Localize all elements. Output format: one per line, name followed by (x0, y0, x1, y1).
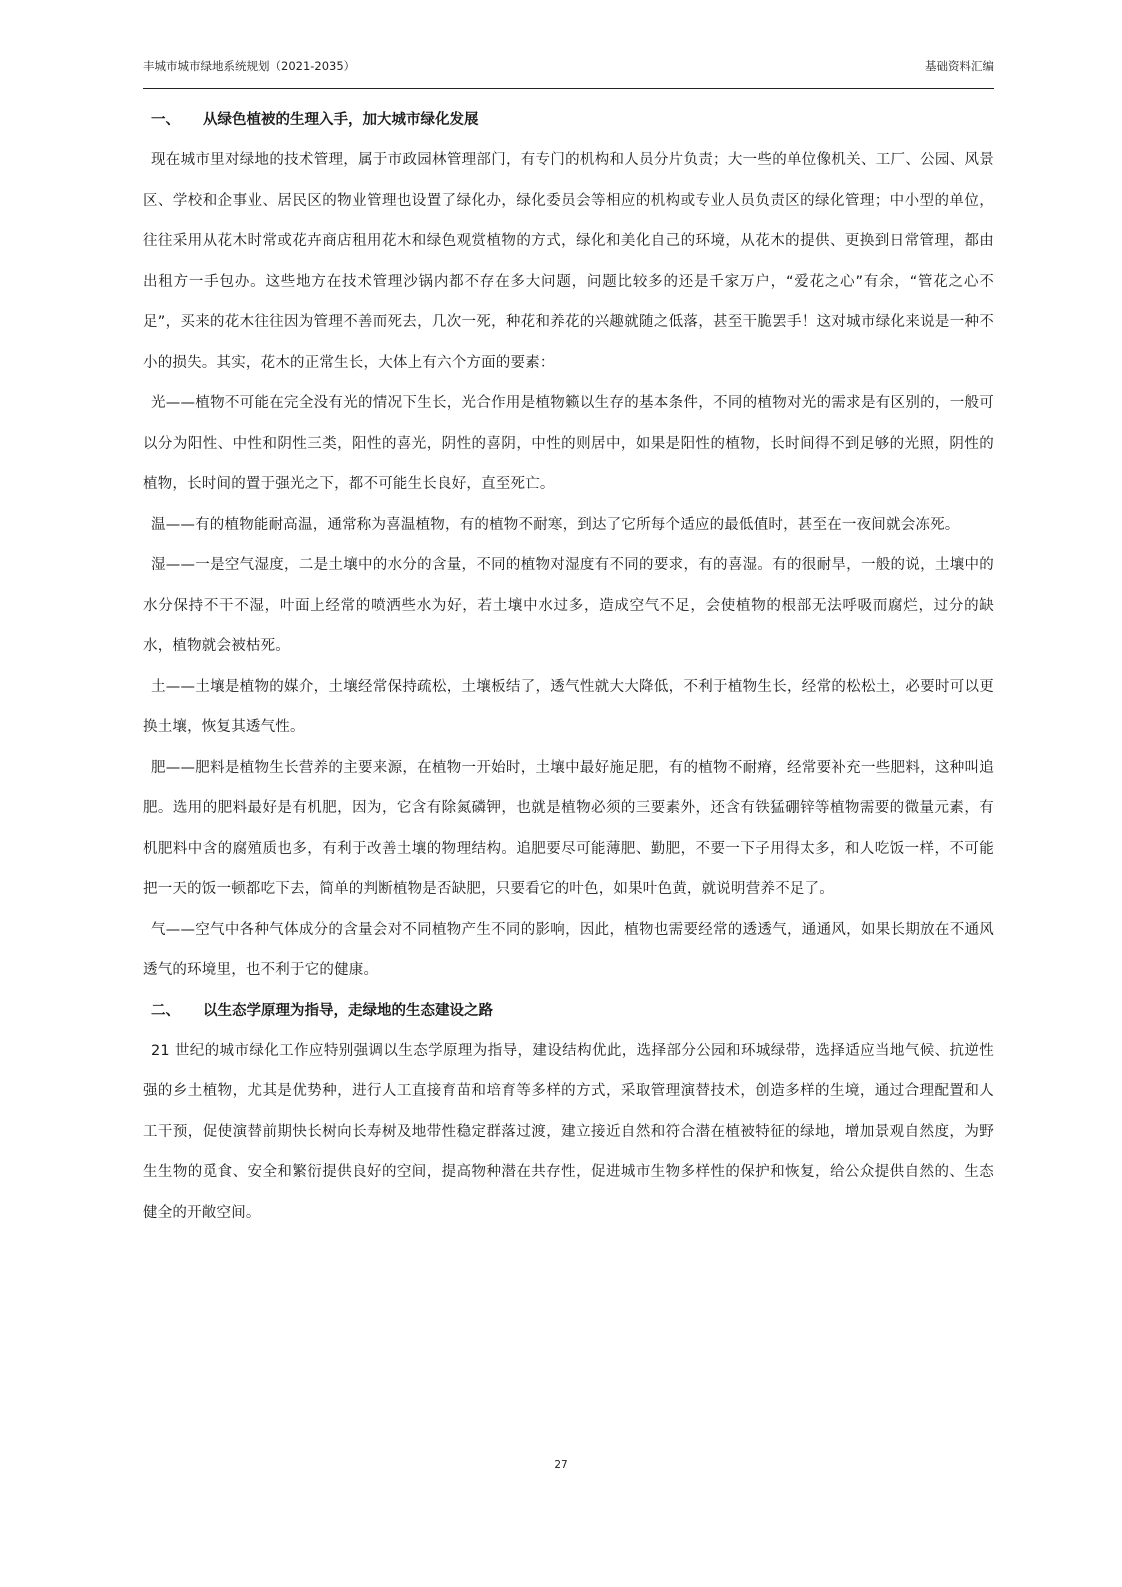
section-heading-2 (143, 991, 994, 1031)
paragraph: 肥——肥料是植物生长营养的主要来源，在植物一开始时，土壤中最好施足肥，有的植物不耐瘠，经常要补充一些肥料，这种叫追肥。选用的肥料最好是有机肥，因为，它含有除氮磷钾，也就是植物必须的三要素外，还含有铁猛硼锌等植物需要的微量元素，有机肥料中含的腐殖质也多，有利于改善土壤的物理结构。追肥要尽可能薄肥、勤肥，不要一下子用得太多，和人吃饭一样，不可能把一天的饭一顿都吃下去，简单的判断植物是否缺肥，只要看它的叶色，如果叶色黄，就说明营养不足了。 (143, 759, 994, 897)
paragraph: 土——土壤是植物的媒介，土壤经常保持疏松，土壤板结了，透气性就大大降低，不利于植物生长，经常的松松土，必要时可以更换土壤，恢复其透气性。 (143, 678, 994, 735)
section-number: 一、 (151, 112, 180, 128)
page-number: 27 (554, 1459, 568, 1471)
paragraph: 光——植物不可能在完全没有光的情况下生长，光合作用是植物籁以生存的基本条件，不同的植物对光的需求是有区别的，一般可以分为阳性、中性和阴性三类，阳性的喜光，阴性的喜阴，中性的则居中，如果是阳性的植物，长时间得不到足够的光照，阴性的植物，长时间的置于强光之下，都不可能生长良好，直至死亡。 (143, 395, 994, 492)
section-title: 从绿色植被的生理入手，加大城市绿化发展 (203, 112, 479, 128)
paragraph: 现在城市里对绿地的技术管理，属于市政园林管理部门，有专门的机构和人员分片负责；大一些的单位像机关、工厂、公园、风景区、学校和企事业、居民区的物业管理也设置了绿化办，绿化委员会等相应的机构或专业人员负责区的绿化管理；中小型的单位，往往采用从花木时常或花卉商店租用花木和绿色观赏植物的方式，绿化和美化自己的环境，从花木的提供、更换到日常管理，都由出租方一手包办。这些地方在技术管理沙锅内都不存在多大问题，问题比较多的还是千家万户，“爱花之心”有余，“管花之心不足”，买来的花木往往因为管理不善而死去，几次一死，种花和养花的兴趣就随之低落，甚至干脆罢手！这对城市绿化来说是一种不小的损失。其实，花木的正常生长，大体上有六个方面的要素： (143, 152, 994, 371)
section-number: 二、 (151, 1002, 180, 1019)
document-title: 丰城市城市绿地系统规划（2021-2035） (143, 59, 356, 73)
paragraph: 21 世纪的城市绿化工作应特别强调以生态学原理为指导，建设结构优此，选择部分公园和环城绿带，选择适应当地气候、抗逆性强的乡土植物，尤其是优势种，进行人工直接育苗和培育等多样的方式，采取管理演替技术，创造多样的生境，通过合理配置和人工干预，促使演替前期快长树向长寿树及地带性稳定群落过渡，建立接近自然和符合潜在植被特征的绿地，增加景观自然度，为野生生物的觅食、安全和繁衍提供良好的空间，提高物种潜在共存性，促进城市生物多样性的保护和恢复，给公众提供自然的、生态健全的开敞空间。 (143, 1042, 994, 1221)
document-section: 基础资料汇编 (925, 59, 994, 73)
paragraph: 湿——一是空气湿度，二是土壤中的水分的含量，不同的植物对湿度有不同的要求，有的喜湿。有的很耐旱，一般的说，土壤中的水分保持不干不湿，叶面上经常的喷洒些水为好，若土壤中水过多，造成空气不足，会使植物的根部无法呼吸而腐烂，过分的缺水，植物就会被枯死。 (143, 557, 994, 654)
page-content (143, 100, 994, 1233)
section-title: 以生态学原理为指导，走绿地的生态建设之路 (203, 1002, 493, 1019)
paragraph: 温——有的植物能耐高温，通常称为喜温植物，有的植物不耐寒，到达了它所每个适应的最低值时，甚至在一夜间就会冻死。 (151, 516, 960, 533)
paragraph: 气——空气中各种气体成分的含量会对不同植物产生不同的影响，因此，植物也需要经常的透透气，通通风，如果长期放在不通风透气的环境里，也不利于它的健康。 (143, 921, 994, 978)
section-heading-1 (143, 100, 994, 140)
page-header (143, 58, 994, 89)
